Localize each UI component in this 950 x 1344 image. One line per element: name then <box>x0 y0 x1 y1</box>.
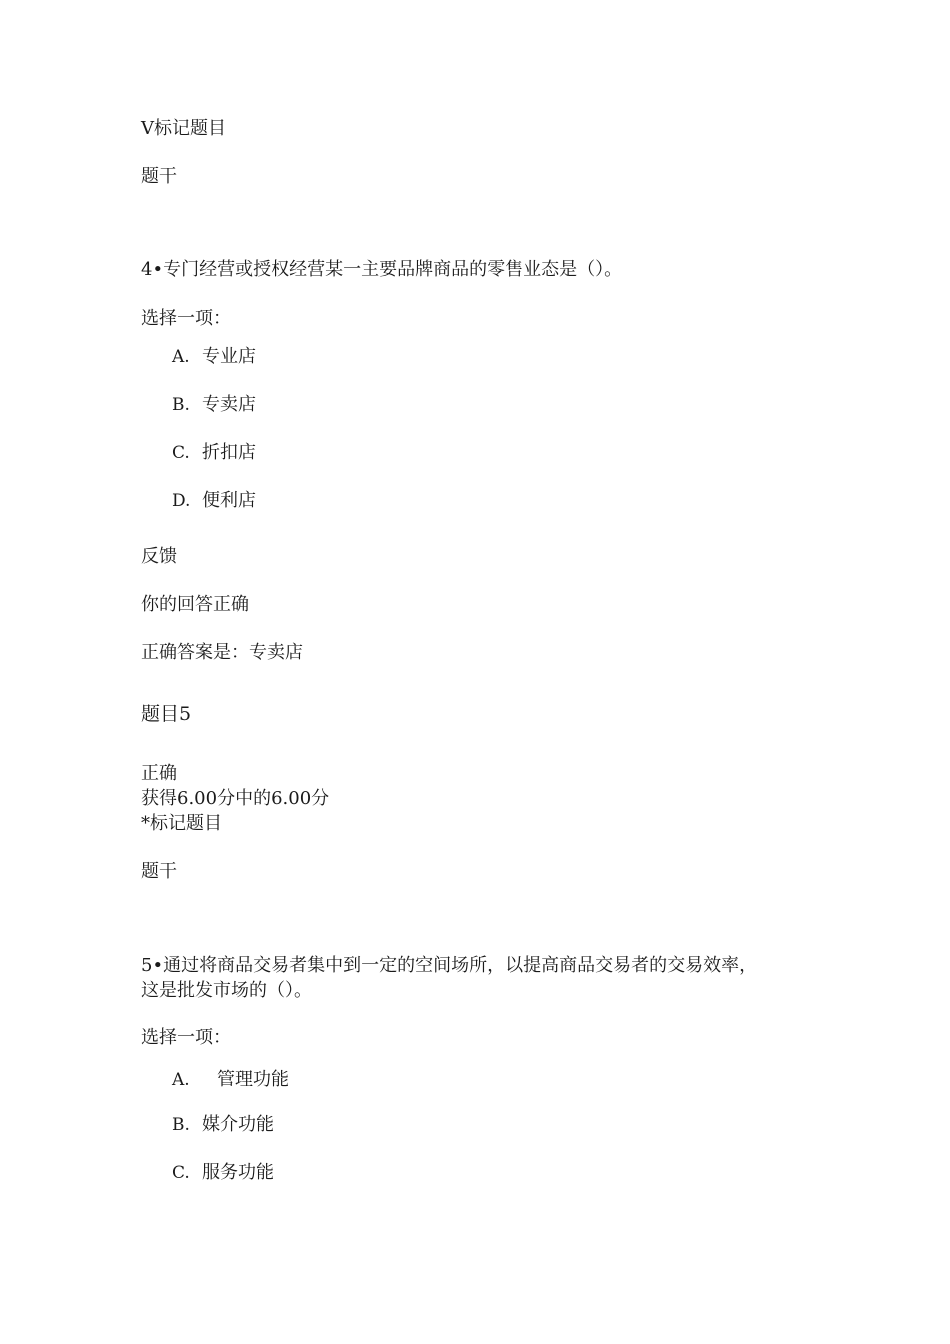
question-title: 题目5 <box>141 703 192 725</box>
option-text: 便利店 <box>202 490 256 511</box>
option-text: 媒介功能 <box>202 1114 274 1135</box>
option-letter: B. <box>172 395 190 415</box>
question-score: 获得6.00分中的6.00分 <box>141 788 330 809</box>
flag-question-label[interactable]: *标记题目 <box>141 813 222 834</box>
question-text-line-2: 这是批发市场的（）。 <box>141 980 312 1001</box>
question-text: 4•专门经营或授权经营某一主要品牌商品的零售业态是（）。 <box>141 259 623 280</box>
option-letter: C. <box>172 443 190 463</box>
feedback-result: 你的回答正确 <box>141 594 249 615</box>
select-one-prompt: 选择一项： <box>141 1027 231 1048</box>
option-letter: D. <box>172 491 191 511</box>
question-stem-label: 题干 <box>141 166 177 187</box>
question-status: 正确 <box>141 763 177 784</box>
option-text: 服务功能 <box>202 1162 274 1183</box>
question-stem-label: 题干 <box>141 861 177 882</box>
option-letter: A. <box>172 1070 190 1090</box>
flag-question-label[interactable]: V标记题目 <box>141 118 226 139</box>
option-letter: A. <box>172 347 190 367</box>
option-text: 专业店 <box>202 346 256 367</box>
correct-answer: 正确答案是：专卖店 <box>141 642 303 663</box>
option-letter: B. <box>172 1115 190 1135</box>
option-text: 专卖店 <box>202 394 256 415</box>
select-one-prompt: 选择一项： <box>141 308 231 329</box>
option-letter: C. <box>172 1163 190 1183</box>
option-text: 折扣店 <box>202 442 256 463</box>
question-text-line-1: 5•通过将商品交易者集中到一定的空间场所，以提高商品交易者的交易效率， <box>141 955 758 976</box>
option-text: 管理功能 <box>217 1069 289 1090</box>
feedback-label: 反馈 <box>141 546 177 567</box>
